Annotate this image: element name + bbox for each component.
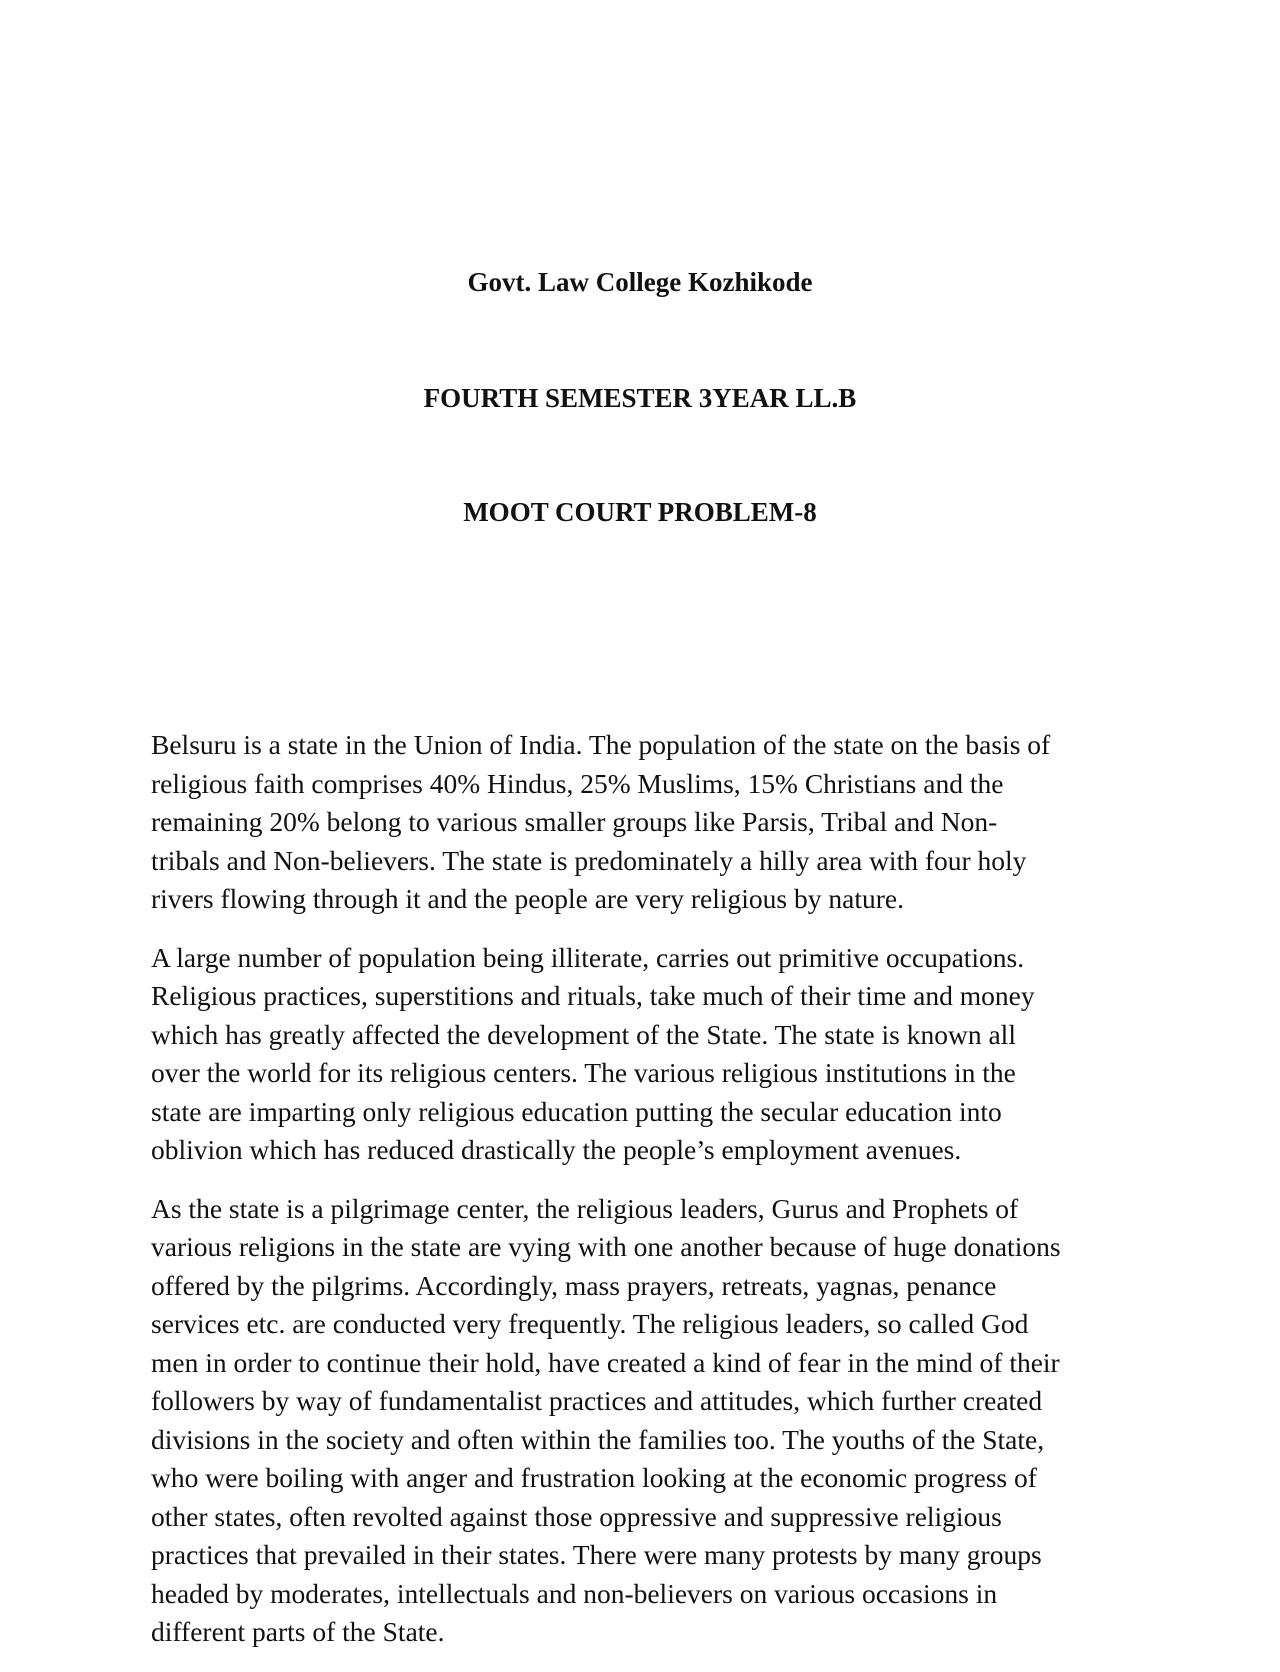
paragraph-population: Belsuru is a state in the Union of India. The population of the state on the basis of religious faith comprises 40% Hindus, 25% Muslims, 15% Christians and the remaining 20% belong to various smaller groups like Parsis, Tribal and Non- tribals and Non-believers. The state is predominately a hilly area with four holy rivers flowing through it and the people are very religious by nature.: [151, 729, 1051, 914]
semester-heading: FOURTH SEMESTER 3YEAR LL.B: [423, 383, 857, 413]
problem-statement: [151, 726, 1133, 1672]
paragraph-education: A large number of population being illiterate, carries out primitive occupations. Religious practices, superstitions and rituals, take much of their time and money which has greatly affected the development of the State. The state is known all over the world for its religious centers. The various religious institutions in the state are imparting only religious education putting the secular education into oblivion which has reduced drastically the people’s employment avenues.: [151, 941, 1035, 1165]
college-heading: Govt. Law College Kozhikode: [467, 267, 813, 297]
paragraph-religious-leaders: As the state is a pilgrimage center, the religious leaders, Gurus and Prophets of various religions in the state are vying with one another because of huge donations offered by the pilgrims. Accordingly, mass prayers, retreats, yagnas, penance services etc. are conducted very frequently. The religious leaders, so called God men in order to continue their hold, have created a kind of fear in the mind of their followers by way of fundamentalist practices and attitudes, which further created divisions in the society and often within the families too. The youths of the State, who were boiling with anger and frustration looking at the economic progress of other states, often revolted against those oppressive and suppressive religious practices that prevailed in their states. There were many protests by many groups headed by moderates, intellectuals and non-believers on various occasions in different parts of the State.: [151, 1192, 1061, 1647]
problem-heading: MOOT COURT PROBLEM-8: [463, 497, 817, 527]
